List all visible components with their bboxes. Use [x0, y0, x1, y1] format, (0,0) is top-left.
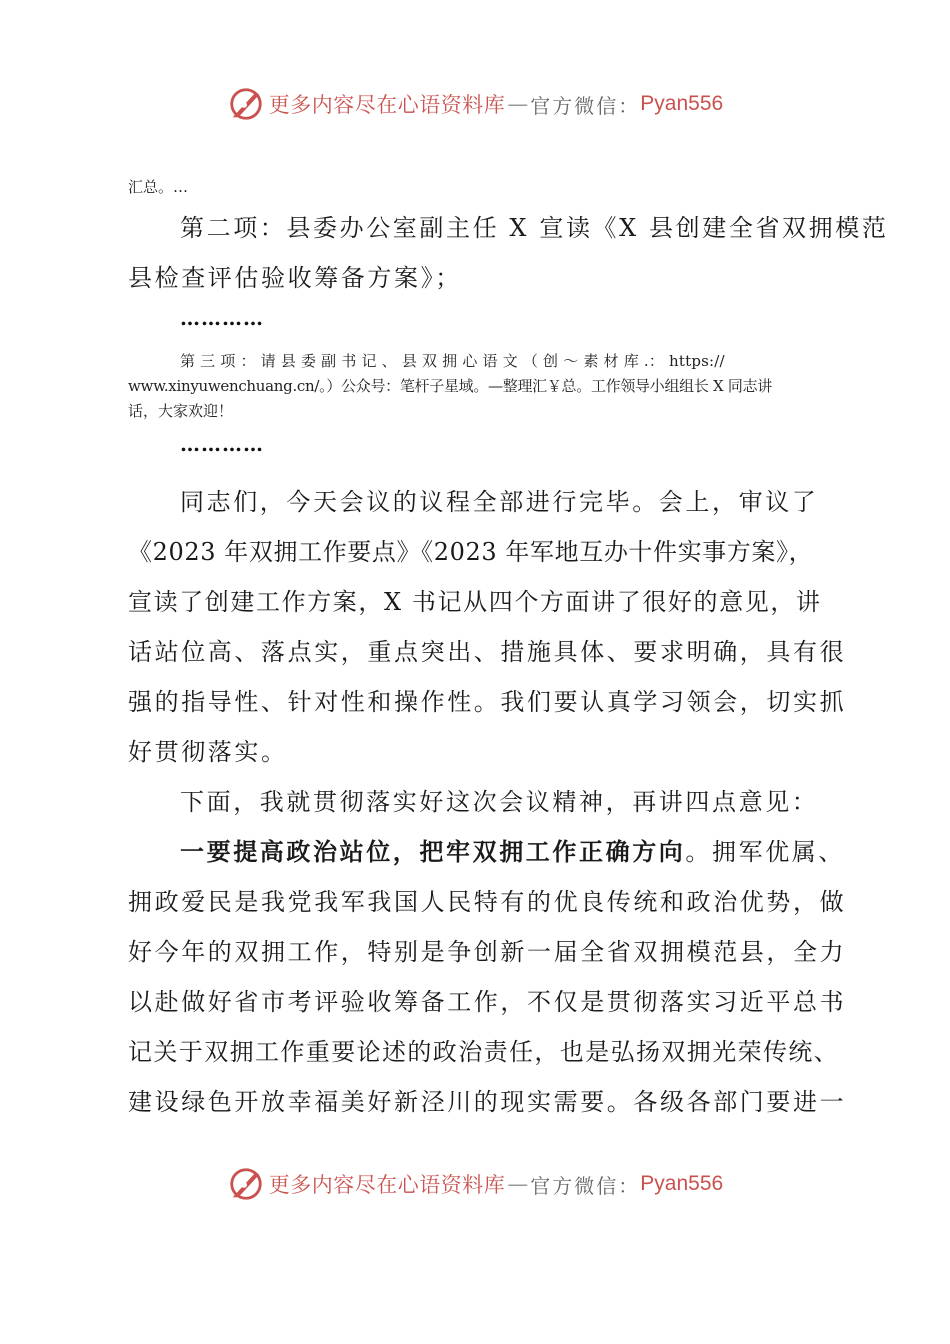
- para3-line-3: 好今年的双拥工作，特别是争创新一届全省双拥模范县，全力: [128, 938, 847, 966]
- para2-line: 下面，我就贯彻落实好这次会议精神，再讲四点意见：: [180, 788, 819, 816]
- ellipsis-2: …………: [180, 432, 264, 456]
- item2-line-2: 县检查评估验收筹备方案》；: [128, 264, 462, 292]
- para1-line-4: 话站位高、落点实，重点突出、措施具体、要求明确，具有很: [128, 638, 847, 666]
- banner-separator: —: [507, 1172, 529, 1196]
- banner-wechat-id: Pyan556: [640, 92, 724, 115]
- banner-wechat-id: Pyan556: [640, 1172, 724, 1195]
- para3-line-5: 记关于双拥工作重要论述的政治责任，也是弘扬双拥光荣传统、: [128, 1038, 840, 1066]
- para3-line-4: 以赴做好省市考评验收筹备工作，不仅是贯彻落实习近平总书: [128, 988, 847, 1016]
- item2-line-1: 第二项：县委办公室副主任 X 宣读《X 县创建全省双拥模范: [180, 214, 889, 242]
- para3-line-1: [180, 832, 845, 867]
- para1-line-3: 宣读了创建工作方案，X 书记从四个方面讲了很好的意见，讲: [128, 588, 822, 616]
- footer-watermark-banner: [0, 1162, 950, 1206]
- item3-line-2: www.xinyuwenchuang.cn/。）公众号：笔杆子星域。—整理汇￥总。工作领导小组组长 X 同志讲: [128, 377, 772, 395]
- banner-wechat-label: 官方微信：: [530, 93, 641, 118]
- banner-text: 更多内容尽在心语资料库: [268, 1173, 506, 1197]
- banner-separator: —: [507, 92, 529, 116]
- para1-line-2: 《2023 年双拥工作要点》《2023 年军地互办十件实事方案》，: [128, 538, 814, 566]
- item3-line-3: 话，大家欢迎！: [128, 402, 234, 420]
- banner-wechat-label: 官方微信：: [530, 1173, 641, 1198]
- ellipsis-1: …………: [180, 306, 264, 330]
- pen-logo-icon: [227, 85, 265, 123]
- para1-line-1: 同志们，今天会议的议程全部进行完毕。会上，审议了: [180, 488, 819, 516]
- banner-text: 更多内容尽在心语资料库: [268, 93, 506, 117]
- para1-line-6: 好贯彻落实。: [128, 738, 288, 766]
- para1-line-5: 强的指导性、针对性和操作性。我们要认真学习领会，切实抓: [128, 688, 847, 716]
- para3-line-2: 拥政爱民是我党我军我国人民特有的优良传统和政治优势，做: [128, 888, 847, 916]
- item3-line-1: 第 三 项 ： 请 县 委 副 书 记 、 县 双 拥 心 语 文 （ 创 ～ 素 材 库 .： https://: [180, 352, 725, 370]
- para3-heading: 一要提高政治站位，把牢双拥工作正确方向: [180, 837, 686, 866]
- para3-line-6: 建设绿色开放幸福美好新泾川的现实需要。各级各部门要进一: [128, 1088, 847, 1116]
- summary-tail-line: 汇总。…: [128, 178, 189, 196]
- header-watermark-banner: [0, 82, 950, 126]
- para3-first-rest: 。拥军优属、: [685, 838, 846, 866]
- pen-logo-icon: [227, 1165, 265, 1203]
